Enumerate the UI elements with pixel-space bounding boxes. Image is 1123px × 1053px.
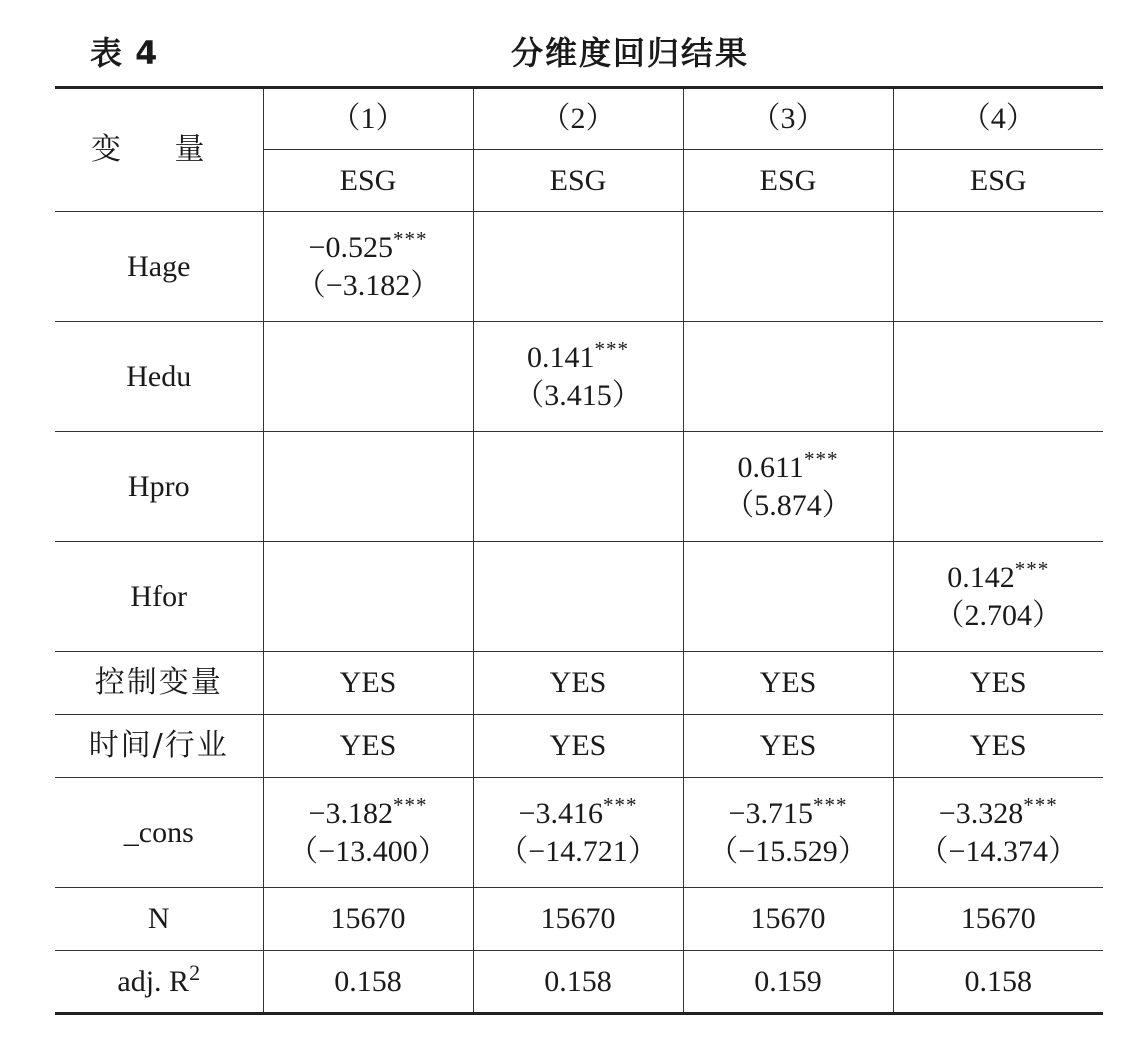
table-title: 分维度回归结果	[510, 34, 749, 72]
cell-adj-r2-1: 0.158	[263, 951, 473, 1014]
table-row-adj-r2	[55, 951, 1103, 1014]
cell-cons-3	[683, 778, 893, 888]
cell-n-4: 15670	[893, 888, 1103, 951]
coefficient: 0.611	[737, 451, 804, 484]
cell-cons-4	[893, 778, 1103, 888]
coefficient: 0.142	[947, 561, 1015, 594]
dependent-var-1: ESG	[263, 150, 473, 212]
table-row-time-industry	[55, 715, 1103, 778]
coefficient: −3.715	[728, 797, 813, 830]
dependent-var-3: ESG	[683, 150, 893, 212]
cell-n-1: 15670	[263, 888, 473, 951]
cell-controls-4: YES	[893, 652, 1103, 715]
t-statistic: （−14.374）	[918, 834, 1078, 868]
significance-stars: ***	[1023, 793, 1058, 817]
row-label-hpro: Hpro	[55, 432, 263, 542]
superscript-2: 2	[189, 959, 201, 985]
coefficient: 0.141	[527, 341, 595, 374]
row-label-n: N	[55, 888, 263, 951]
t-statistic: （−13.400）	[288, 834, 448, 868]
adj-r-label: adj. R	[117, 964, 190, 998]
column-header-4: （4）	[893, 88, 1103, 150]
table-row-n	[55, 888, 1103, 951]
cell-hage-4	[893, 212, 1103, 322]
cell-n-3: 15670	[683, 888, 893, 951]
cell-hpro-2	[473, 432, 683, 542]
cell-hage-2	[473, 212, 683, 322]
row-label-controls: 控制变量	[55, 652, 263, 715]
cell-hedu-3	[683, 322, 893, 432]
cell-hage-1	[263, 212, 473, 322]
table-row-controls	[55, 652, 1103, 715]
coefficient: −3.416	[518, 797, 603, 830]
column-header-2: （2）	[473, 88, 683, 150]
coefficient: −3.328	[938, 797, 1024, 830]
row-label-adj-r2	[55, 951, 263, 1014]
t-statistic: （−15.529）	[708, 834, 868, 868]
cell-cons-1	[263, 778, 473, 888]
cell-hpro-1	[263, 432, 473, 542]
cell-time-industry-4: YES	[893, 715, 1103, 778]
cell-time-industry-1: YES	[263, 715, 473, 778]
cell-adj-r2-2: 0.158	[473, 951, 683, 1014]
t-statistic: （3.415）	[514, 378, 642, 412]
table-row-hage	[55, 212, 1103, 322]
significance-stars: ***	[392, 227, 428, 251]
cell-hpro-3	[683, 432, 893, 542]
cell-cons-2	[473, 778, 683, 888]
cell-hedu-4	[893, 322, 1103, 432]
row-label-hedu: Hedu	[55, 322, 263, 432]
column-header-1: （1）	[263, 88, 473, 150]
cell-adj-r2-4: 0.158	[893, 951, 1103, 1014]
variable-header: 变 量	[55, 88, 263, 212]
table-row-hedu	[55, 322, 1103, 432]
row-label-hfor: Hfor	[55, 542, 263, 652]
table-number: 表 4	[90, 34, 159, 72]
cell-n-2: 15670	[473, 888, 683, 951]
coefficient: −3.182	[308, 797, 393, 830]
table-row-hpro	[55, 432, 1103, 542]
significance-stars: ***	[594, 337, 629, 361]
cell-controls-1: YES	[263, 652, 473, 715]
column-header-3: （3）	[683, 88, 893, 150]
dependent-var-4: ESG	[893, 150, 1103, 212]
regression-table	[55, 86, 1103, 1015]
cell-hedu-2	[473, 322, 683, 432]
cell-controls-2: YES	[473, 652, 683, 715]
cell-hpro-4	[893, 432, 1103, 542]
cell-time-industry-2: YES	[473, 715, 683, 778]
cell-hedu-1	[263, 322, 473, 432]
table-caption	[0, 0, 1123, 86]
cell-hage-3	[683, 212, 893, 322]
cell-controls-3: YES	[683, 652, 893, 715]
cell-hfor-4	[893, 542, 1103, 652]
t-statistic: （5.874）	[724, 488, 852, 522]
cell-hfor-1	[263, 542, 473, 652]
t-statistic: （−14.721）	[498, 834, 658, 868]
row-label-cons: _cons	[55, 778, 263, 888]
table-row-cons	[55, 778, 1103, 888]
cell-time-industry-3: YES	[683, 715, 893, 778]
significance-stars: ***	[812, 793, 848, 817]
coefficient: −0.525	[308, 231, 393, 264]
significance-stars: ***	[392, 793, 428, 817]
significance-stars: ***	[803, 447, 839, 471]
row-label-time-industry: 时间/行业	[55, 715, 263, 778]
table-row-hfor	[55, 542, 1103, 652]
dependent-var-2: ESG	[473, 150, 683, 212]
t-statistic: （−3.182）	[295, 268, 441, 302]
header-row-columns	[55, 88, 1103, 150]
significance-stars: ***	[602, 793, 638, 817]
cell-adj-r2-3: 0.159	[683, 951, 893, 1014]
significance-stars: ***	[1014, 557, 1050, 581]
t-statistic: （2.704）	[934, 598, 1062, 632]
cell-hfor-3	[683, 542, 893, 652]
row-label-hage: Hage	[55, 212, 263, 322]
cell-hfor-2	[473, 542, 683, 652]
